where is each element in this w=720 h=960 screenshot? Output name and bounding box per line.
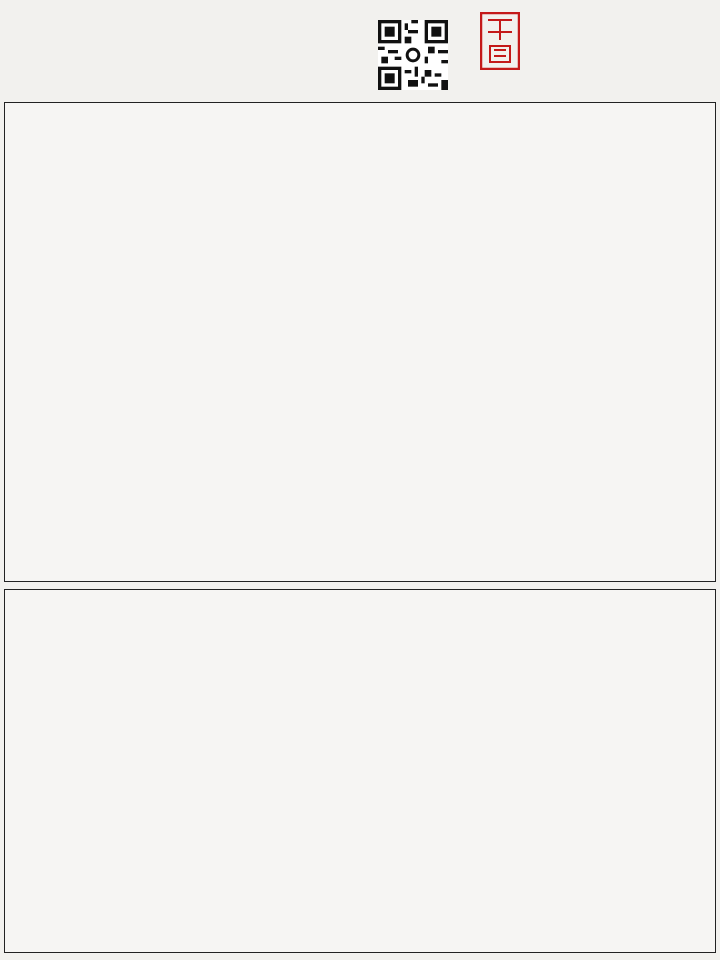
seal-stamp-icon [480, 12, 520, 70]
qr-code-icon [378, 20, 448, 90]
annual-grid [4, 589, 716, 953]
chart-panel [4, 102, 716, 582]
header [0, 0, 720, 100]
